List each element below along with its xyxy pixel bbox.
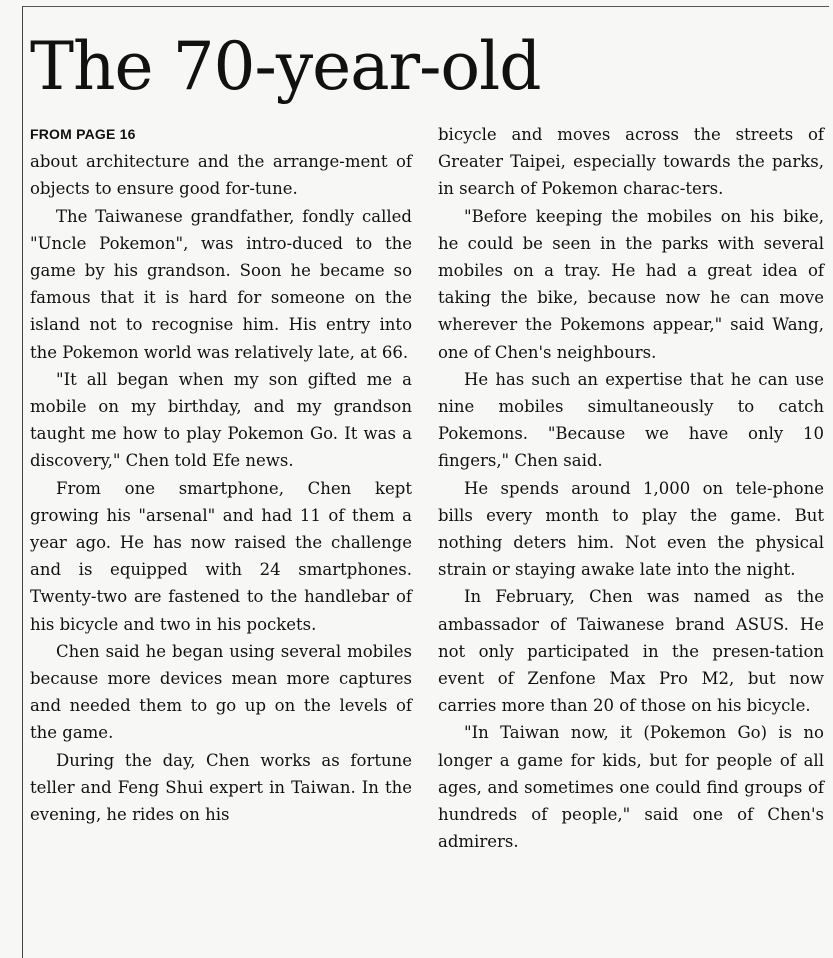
paragraph: In February, Chen was named as the ambassador of Taiwanese brand ASUS. He not only participated in the presen-tation event of Zenfone Max Pro M2, but now carries more than 20 of those on his bicycle. — [438, 587, 824, 716]
paragraph: Chen said he began using several mobiles because more devices mean more captures and needed them to go up on the levels of the game. — [30, 641, 412, 743]
left-column — [30, 121, 412, 828]
top-rule — [22, 6, 829, 7]
paragraph: The Taiwanese grandfather, fondly called "Uncle Pokemon", was intro-duced to the game by his grandson. Soon he became so famous that it is hard for someone on the island not to recognise him. His entry into the Pokemon world was relatively late, at 66. — [30, 206, 412, 362]
jump-line: FROM PAGE 16 — [30, 126, 136, 142]
paragraph: about architecture and the arrange-ment of objects to ensure good for-tune. — [30, 152, 412, 199]
paragraph: From one smartphone, Chen kept growing his "arsenal" and had 11 of them a year ago. He has now raised the challenge and is equipped with 24 smartphones. Twenty-two are fastened to the handlebar of his bicycle and two in his pockets. — [30, 478, 412, 634]
right-column — [438, 121, 824, 855]
paragraph: "It all began when my son gifted me a mobile on my birthday, and my grandson taught me how to play Pokemon Go. It was a discovery," Chen told Efe news. — [30, 369, 412, 471]
paragraph: During the day, Chen works as fortune teller and Feng Shui expert in Taiwan. In the evening, he rides on his — [30, 750, 412, 825]
paragraph: bicycle and moves across the streets of Greater Taipei, especially towards the parks, in search of Pokemon charac-ters. — [438, 125, 824, 199]
paragraph: "In Taiwan now, it (Pokemon Go) is no longer a game for kids, but for people of all ages, and sometimes one could find groups of hundreds of people," said one of Chen's admirers. — [438, 723, 824, 852]
headline: The 70-year-old — [30, 28, 541, 105]
column-rule — [22, 6, 23, 958]
paragraph: "Before keeping the mobiles on his bike, he could be seen in the parks with several mobiles on a tray. He had a great idea of taking the bike, because now he can move wherever the Pokemons appear," said Wang, one of Chen's neighbours. — [438, 206, 824, 362]
paragraph: He has such an expertise that he can use nine mobiles simultaneously to catch Pokemons. "Because we have only 10 fingers," Chen said. — [438, 369, 824, 471]
paragraph: He spends around 1,000 on tele-phone bills every month to play the game. But nothing deters him. Not even the physical strain or staying awake late into the night. — [438, 478, 824, 580]
